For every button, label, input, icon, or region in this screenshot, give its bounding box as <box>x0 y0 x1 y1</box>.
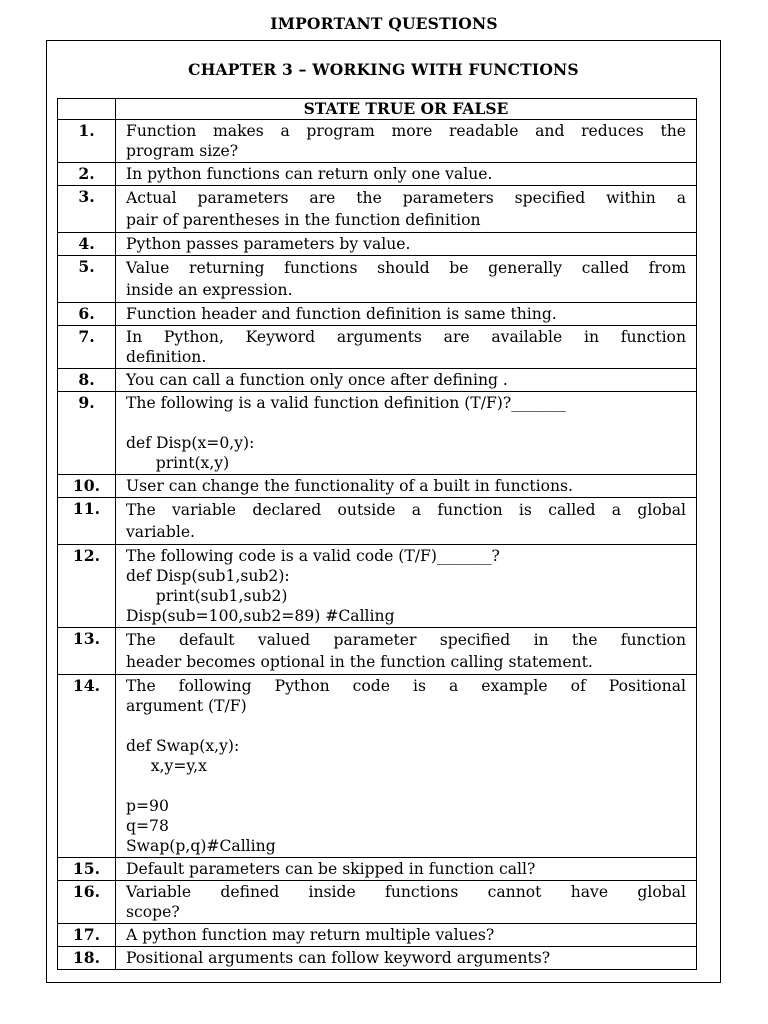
question-line: Actual parameters are the parameters specified within a <box>126 189 686 207</box>
question-number: 7. <box>58 326 116 369</box>
question-number: 15. <box>58 858 116 881</box>
question-line: header becomes optional in the function calling statement. <box>126 653 593 671</box>
question-number: 5. <box>58 256 116 303</box>
question-line: Variable defined inside functions cannot have global <box>126 883 686 901</box>
code-line: Disp(sub=100,sub2=89) #Calling <box>126 607 395 625</box>
question-text <box>116 498 697 545</box>
question-number: 8. <box>58 369 116 392</box>
question-line: The default valued parameter specified in the function <box>126 631 686 649</box>
question-line: inside an expression. <box>126 281 293 299</box>
table-row <box>58 369 697 392</box>
questions-table <box>57 98 697 970</box>
table-row <box>58 545 697 628</box>
code-line: print(sub1,sub2) <box>126 587 288 605</box>
question-number: 13. <box>58 628 116 675</box>
question-line: Positional arguments can follow keyword arguments? <box>126 949 551 967</box>
table-row <box>58 303 697 326</box>
question-line: argument (T/F) <box>126 697 247 715</box>
question-text <box>116 628 697 675</box>
question-number: 11. <box>58 498 116 545</box>
code-line: print(x,y) <box>126 454 230 472</box>
code-line: x,y=y,x <box>126 757 207 775</box>
question-number: 14. <box>58 675 116 858</box>
table-row <box>58 628 697 675</box>
table-row <box>58 947 697 970</box>
question-box <box>46 40 721 983</box>
table-row <box>58 858 697 881</box>
table-row <box>58 675 697 858</box>
question-line: pair of parentheses in the function definition <box>126 211 481 229</box>
question-number: 1. <box>58 120 116 163</box>
code-blank-line <box>126 716 686 736</box>
question-line: The following Python code is a example of Positional <box>126 677 686 695</box>
code-line: def Swap(x,y): <box>126 737 240 755</box>
table-row <box>58 881 697 924</box>
table-row <box>58 120 697 163</box>
table-row <box>58 924 697 947</box>
question-line: Default parameters can be skipped in function call? <box>126 860 536 878</box>
question-text <box>116 675 697 858</box>
table-row <box>58 475 697 498</box>
question-text <box>116 233 697 256</box>
question-number: 18. <box>58 947 116 970</box>
question-number: 12. <box>58 545 116 628</box>
question-line: User can change the functionality of a built in functions. <box>126 477 573 495</box>
question-line: Value returning functions should be generally called from <box>126 259 686 277</box>
question-text <box>116 326 697 369</box>
question-line: The variable declared outside a function is called a global <box>126 501 686 519</box>
chapter-title: CHAPTER 3 – WORKING WITH FUNCTIONS <box>188 60 579 79</box>
question-number: 6. <box>58 303 116 326</box>
question-text <box>116 186 697 233</box>
code-blank-line <box>126 776 686 796</box>
code-line: q=78 <box>126 817 169 835</box>
question-line: In Python, Keyword arguments are available in function <box>126 328 686 346</box>
question-number: 16. <box>58 881 116 924</box>
question-line: scope? <box>126 903 180 921</box>
table-row <box>58 163 697 186</box>
table-row <box>58 326 697 369</box>
question-line: The following is a valid function definition (T/F)?_______ <box>126 394 566 412</box>
question-line: Python passes parameters by value. <box>126 235 411 253</box>
question-line: You can call a function only once after defining . <box>126 371 508 389</box>
question-line: The following code is a valid code (T/F)_______? <box>126 547 500 565</box>
question-line: Function header and function definition is same thing. <box>126 305 557 323</box>
question-text <box>116 545 697 628</box>
question-line: definition. <box>126 348 207 366</box>
question-text <box>116 858 697 881</box>
question-text <box>116 881 697 924</box>
code-line: def Disp(x=0,y): <box>126 434 255 452</box>
question-number: 17. <box>58 924 116 947</box>
question-text <box>116 163 697 186</box>
question-number: 3. <box>58 186 116 233</box>
code-blank-line <box>126 413 686 433</box>
question-text <box>116 947 697 970</box>
question-text <box>116 924 697 947</box>
questions-body <box>58 120 697 970</box>
code-line: p=90 <box>126 797 169 815</box>
code-line: def Disp(sub1,sub2): <box>126 567 290 585</box>
page-title: IMPORTANT QUESTIONS <box>270 14 498 33</box>
question-line: Function makes a program more readable and reduces the <box>126 122 686 140</box>
question-text <box>116 120 697 163</box>
table-header-row <box>58 99 697 120</box>
table-row <box>58 256 697 303</box>
question-line: In python functions can return only one value. <box>126 165 493 183</box>
header-number-cell <box>58 99 116 120</box>
question-text <box>116 303 697 326</box>
question-line: program size? <box>126 142 239 160</box>
question-number: 2. <box>58 163 116 186</box>
question-text <box>116 475 697 498</box>
question-text <box>116 392 697 475</box>
question-line: variable. <box>126 523 195 541</box>
question-number: 4. <box>58 233 116 256</box>
question-number: 9. <box>58 392 116 475</box>
table-row <box>58 392 697 475</box>
table-row <box>58 498 697 545</box>
question-line: A python function may return multiple values? <box>126 926 495 944</box>
question-text <box>116 369 697 392</box>
table-heading: STATE TRUE OR FALSE <box>116 99 697 120</box>
question-number: 10. <box>58 475 116 498</box>
code-line: Swap(p,q)#Calling <box>126 837 276 855</box>
question-text <box>116 256 697 303</box>
table-row <box>58 186 697 233</box>
table-row <box>58 233 697 256</box>
